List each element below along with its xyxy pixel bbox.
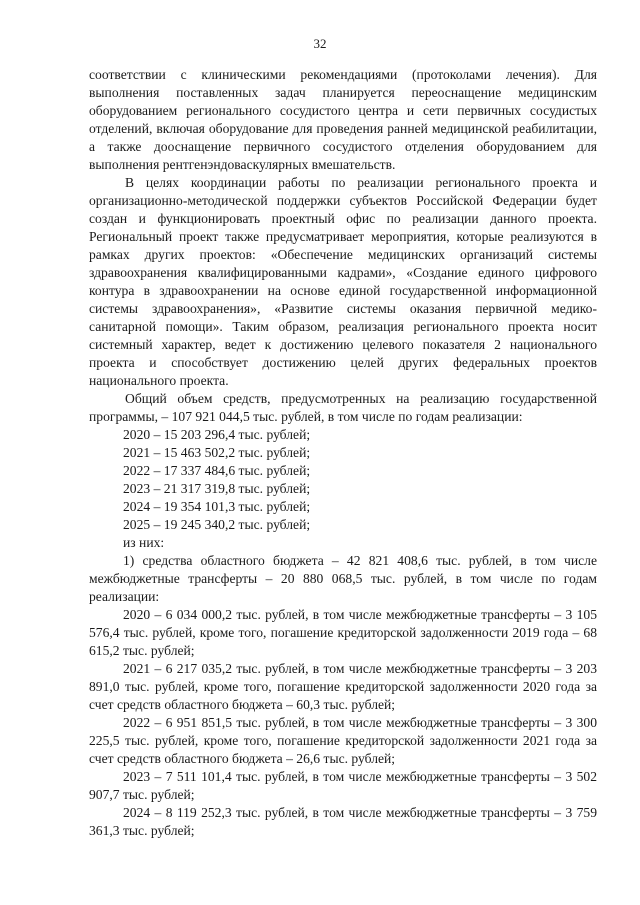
regional-year-2023: 2023 – 7 511 101,4 тыс. рублей, в том числе межбюджетные трансферты – 3 502 907,7 тыс. рублей;: [89, 769, 597, 802]
yearly-total-2024: 2024 – 19 354 101,3 тыс. рублей;: [123, 499, 311, 514]
document-body: [89, 66, 597, 840]
regional-year-2024: 2024 – 8 119 252,3 тыс. рублей, в том числе межбюджетные трансферты – 3 759 361,3 тыс. рублей;: [89, 805, 597, 838]
regional-years-list: [89, 606, 597, 840]
yearly-total-2020: 2020 – 15 203 296,4 тыс. рублей;: [123, 427, 311, 442]
regional-budget-paragraph: 1) средства областного бюджета – 42 821 408,6 тыс. рублей, в том числе межбюджетные трансферты – 20 880 068,5 тыс. рублей, в том числе по годам реализации:: [89, 553, 597, 604]
page-number: 32: [313, 36, 327, 51]
yearly-total-2022: 2022 – 17 337 484,6 тыс. рублей;: [123, 463, 311, 478]
funding-paragraph: Общий объем средств, предусмотренных на реализацию государственной программы, – 107 921 044,5 тыс. рублей, в том числе по годам реализации:: [89, 391, 597, 424]
yearly-totals-list: [89, 426, 597, 552]
regional-year-2021: 2021 – 6 217 035,2 тыс. рублей, в том числе межбюджетные трансферты – 3 203 891,0 тыс. рублей, кроме того, погашение кредиторской задолженности 2020 года за счет средств областного бюджета – 60,3 тыс. рублей;: [89, 661, 597, 712]
yearly-total-2023: 2023 – 21 317 319,8 тыс. рублей;: [123, 481, 311, 496]
intro-paragraph: соответствии с клиническими рекомендациями (протоколами лечения). Для выполнения поставленных задач планируется переоснащение медицинским оборудованием регионального сосудистого центра и сети первичных сосудистых отделений, включая оборудование для проведения ранней медицинской реабилитации, а также дооснащение первичного сосудистого отделения оборудованием для выполнения рентгенэндоваскулярных вмешательств.: [89, 67, 597, 172]
yearly-total-2021: 2021 – 15 463 502,2 тыс. рублей;: [123, 445, 311, 460]
regional-year-2020: 2020 – 6 034 000,2 тыс. рублей, в том числе межбюджетные трансферты – 3 105 576,4 тыс. рублей, кроме того, погашение кредиторской задолженности 2019 года – 68 615,2 тыс. рублей;: [89, 607, 597, 658]
coordination-paragraph: В целях координации работы по реализации регионального проекта и организационно-методической поддержки субъектов Российской Федерации будет создан и функционировать проектный офис по реализации данного проекта. Региональный проект также предусматривает мероприятия, которые реализуются в рамках других проектов: «Обеспечение медицинских организаций системы здравоохранения квалифицированными кадрами», «Создание единого цифрового контура в здравоохранении на основе единой государственной информационной системы здравоохранения», «Развитие системы оказания первичной медико-санитарной помощи». Таким образом, реализация регионального проекта носит системный характер, ведет к достижению целевого показателя 2 национального проекта и способствует достижению целей других федеральных проектов национального проекта.: [89, 175, 597, 388]
of-which-label: из них:: [123, 535, 165, 550]
yearly-total-2025: 2025 – 19 245 340,2 тыс. рублей;: [123, 517, 311, 532]
regional-year-2022: 2022 – 6 951 851,5 тыс. рублей, в том числе межбюджетные трансферты – 3 300 225,5 тыс. рублей, кроме того, погашение кредиторской задолженности 2021 года за счет средств областного бюджета – 26,6 тыс. рублей;: [89, 715, 597, 766]
